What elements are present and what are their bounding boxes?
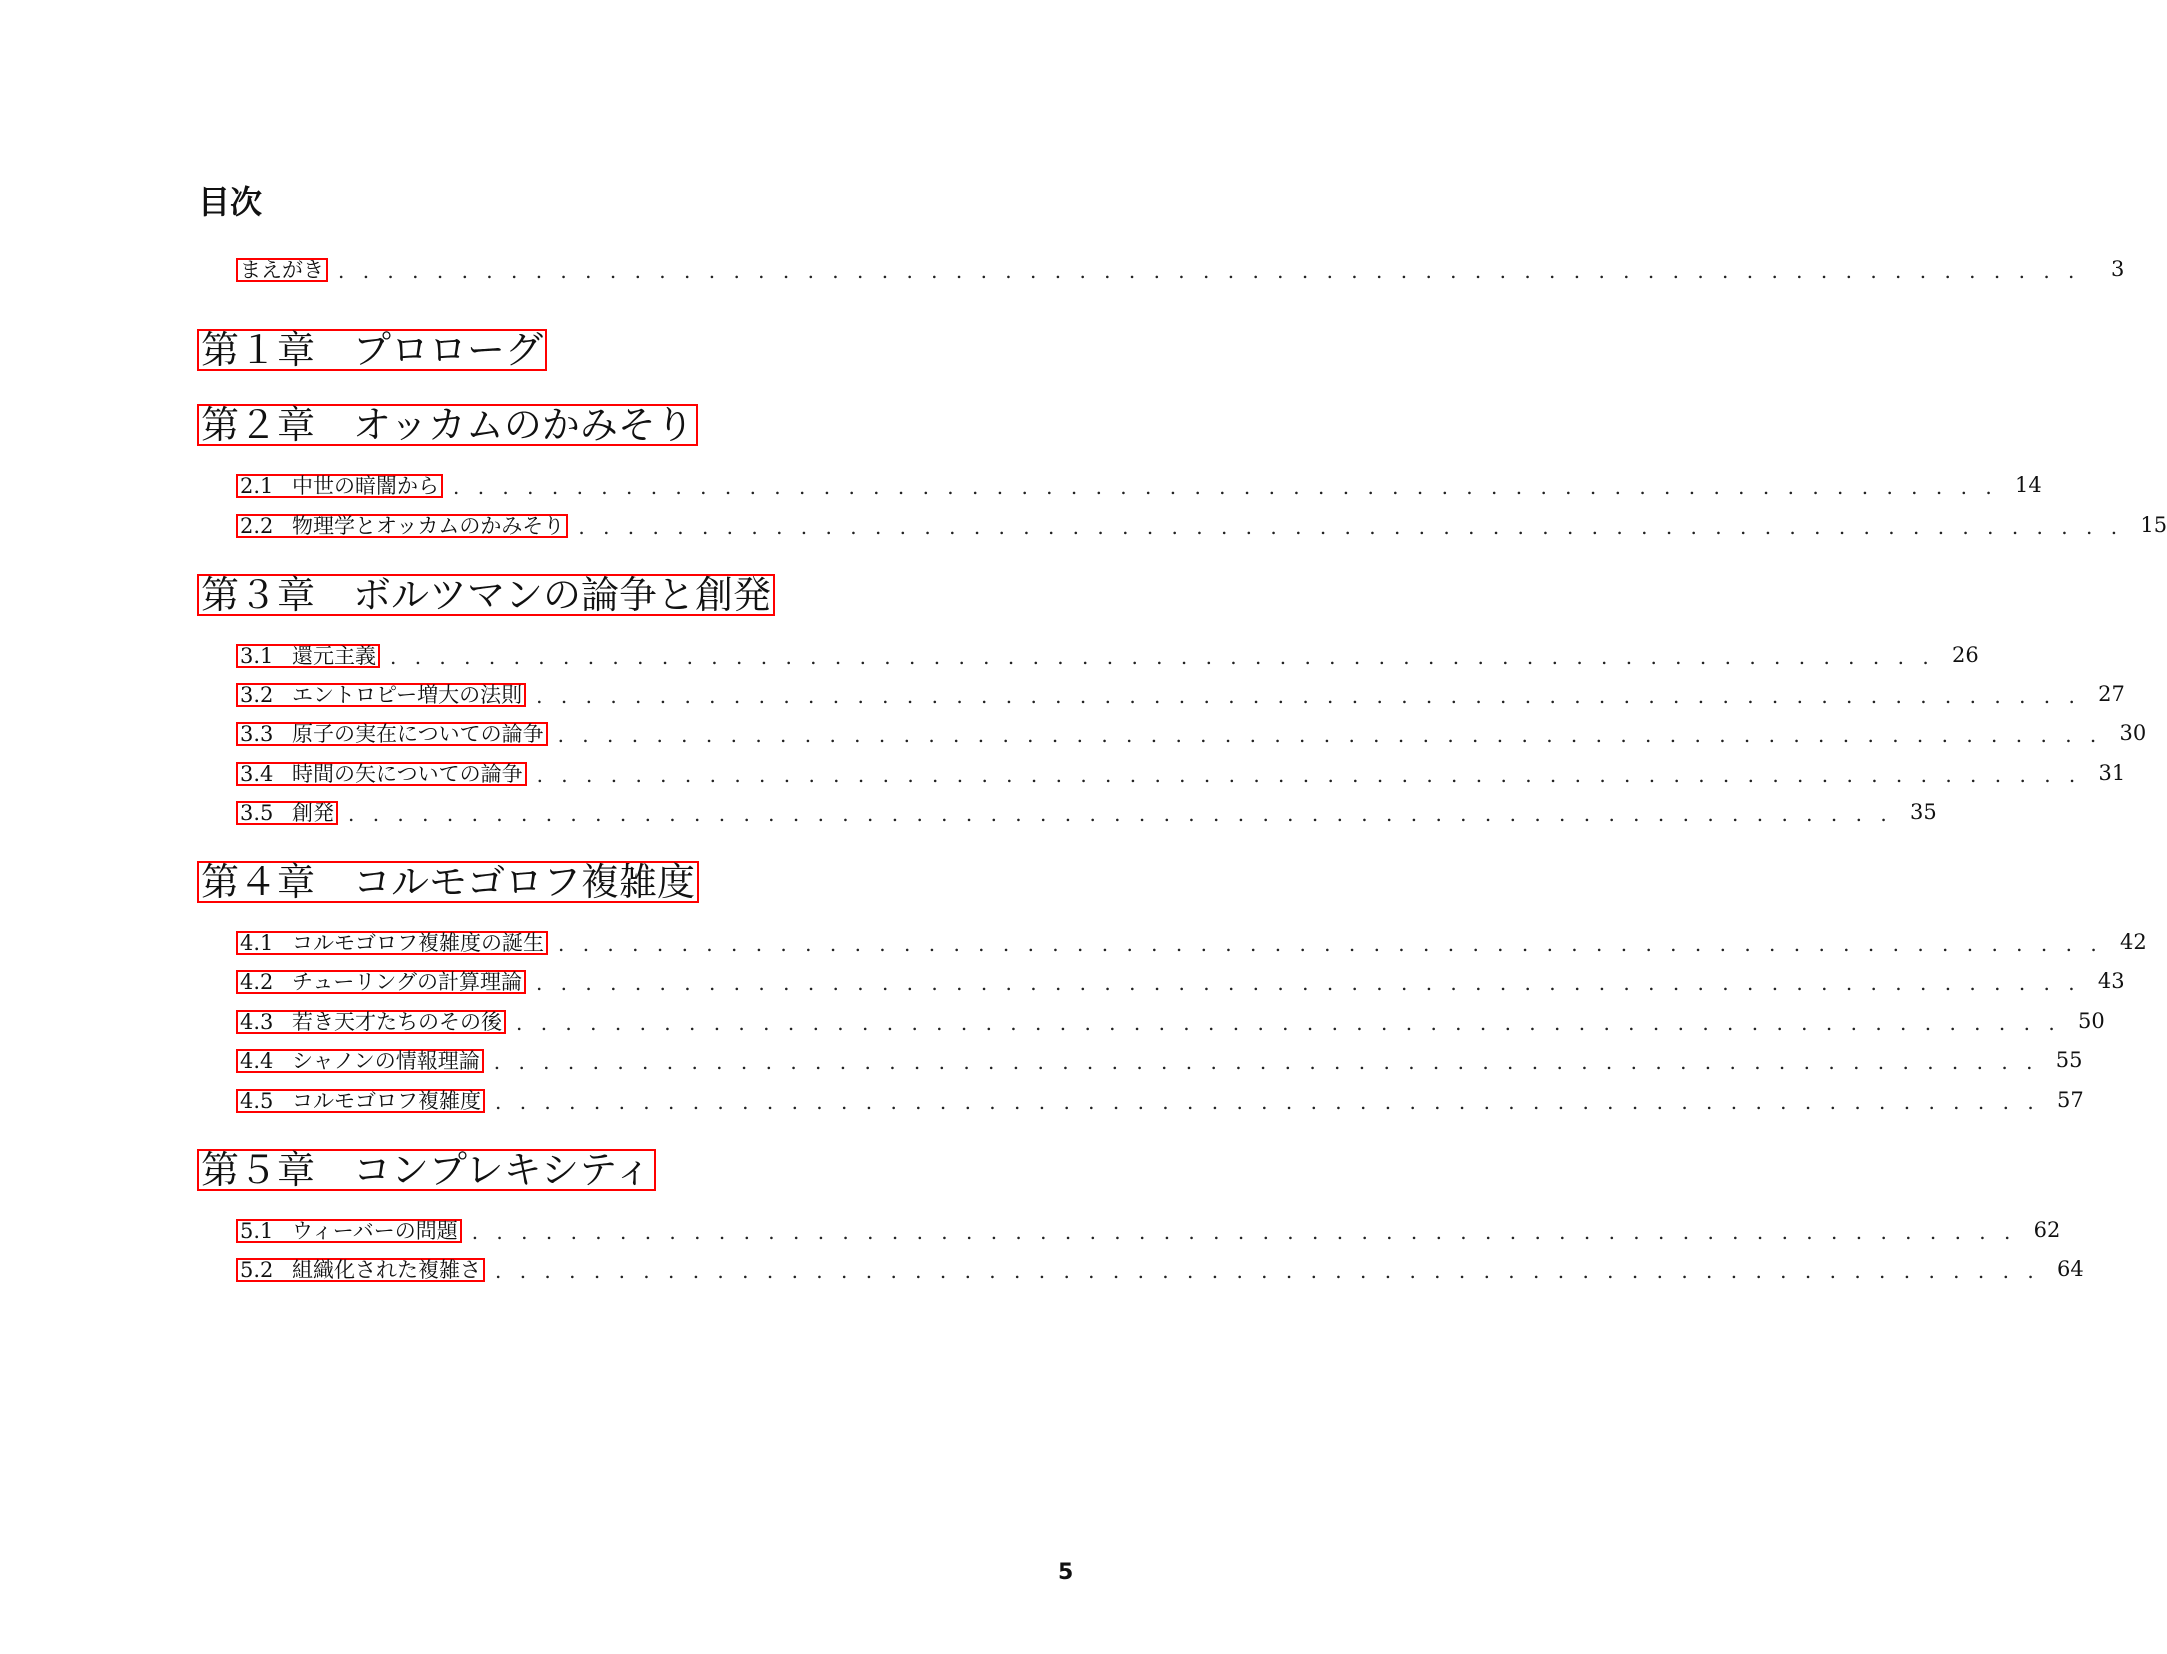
dot-leader: . . . . . . . . . . . . . . . . . . . . . . . . . . . . . . . . . . . . . . . . . . . . . . . . . . . . . . . . . . . . . . . bbox=[471, 1220, 2017, 1244]
chapter-heading[interactable]: 第２章 オッカムのかみそり bbox=[197, 404, 698, 446]
entry-label[interactable] bbox=[236, 1219, 462, 1243]
entry-label[interactable] bbox=[236, 1049, 484, 1073]
entry-label-text: 中世の暗闇から bbox=[292, 474, 439, 498]
toc-entry[interactable] bbox=[236, 1047, 2083, 1074]
entry-label[interactable] bbox=[236, 801, 338, 825]
entry-page-number: 55 bbox=[2055, 1048, 2083, 1072]
entry-page-number: 26 bbox=[1951, 643, 1979, 667]
entry-page-number: 35 bbox=[1909, 800, 1937, 824]
section-number: 2.1 bbox=[240, 474, 274, 498]
section-number: 4.5 bbox=[240, 1089, 274, 1113]
section-number: 5.2 bbox=[240, 1258, 274, 1282]
toc-entry[interactable] bbox=[236, 1256, 2084, 1283]
entry-label-text: コルモゴロフ複雑度の誕生 bbox=[292, 931, 544, 955]
entry-page-number: 62 bbox=[2033, 1218, 2061, 1242]
entry-label-text: 原子の実在についての論争 bbox=[292, 722, 544, 746]
section-number: 4.1 bbox=[240, 931, 274, 955]
entry-label-text: 物理学とオッカムのかみそり bbox=[292, 514, 565, 538]
toc-entry[interactable] bbox=[236, 799, 1937, 826]
entry-label-text: 還元主義 bbox=[292, 644, 376, 668]
entry-label-text: エントロピー増大の法則 bbox=[292, 683, 523, 707]
entry-label[interactable] bbox=[236, 1010, 506, 1034]
entry-label[interactable] bbox=[236, 1089, 485, 1113]
section-number: 5.1 bbox=[240, 1219, 274, 1243]
entry-label-text: 組織化された複雑さ bbox=[292, 1258, 481, 1282]
entry-label[interactable] bbox=[236, 1258, 485, 1282]
entry-label-text: まえがき bbox=[240, 258, 324, 282]
entry-label-text: ウィーバーの問題 bbox=[292, 1219, 458, 1243]
entry-label-text: 時間の矢についての論争 bbox=[292, 762, 523, 786]
chapter-heading[interactable]: 第３章 ボルツマンの論争と創発 bbox=[197, 574, 775, 616]
dot-leader: . . . . . . . . . . . . . . . . . . . . . . . . . . . . . . . . . . . . . . . . . . . . . . . . . . . . . . . . . . . . . . . bbox=[558, 932, 2103, 956]
entry-page-number: 50 bbox=[2077, 1009, 2105, 1033]
dot-leader: . . . . . . . . . . . . . . . . . . . . . . . . . . . . . . . . . . . . . . . . . . . . . . . . . . . . . . . . . . . . . . . bbox=[536, 684, 2081, 708]
toc-entry[interactable] bbox=[236, 1008, 2105, 1035]
dot-leader: . . . . . . . . . . . . . . . . . . . . . . . . . . . . . . . . . . . . . . . . . . . . . . . . . . . . . . . . . . . . . . . bbox=[390, 645, 1935, 669]
dot-leader: . . . . . . . . . . . . . . . . . . . . . . . . . . . . . . . . . . . . . . . . . . . . . . . . . . . . . . . . . . . . . . . bbox=[578, 515, 2124, 539]
dot-leader: . . . . . . . . . . . . . . . . . . . . . . . . . . . . . . . . . . . . . . . . . . . . . . . . . . . . . . . . . . . . . . . bbox=[453, 475, 1998, 499]
entry-label-text: シャノンの情報理論 bbox=[292, 1049, 480, 1073]
dot-leader: . . . . . . . . . . . . . . . . . . . . . . . . . . . . . . . . . . . . . . . . . . . . . . . . . . . . . . . . . . . . . . . bbox=[348, 802, 1893, 826]
dot-leader: . . . . . . . . . . . . . . . . . . . . . . . . . . . . . . . . . . . . . . . . . . . . . . . . . . . . . . . . . . . . . . . bbox=[516, 1011, 2061, 1035]
entry-page-number: 27 bbox=[2098, 682, 2125, 706]
toc-entry[interactable] bbox=[236, 1087, 2084, 1114]
toc-entry[interactable] bbox=[236, 720, 2147, 747]
entry-label[interactable] bbox=[236, 683, 526, 707]
entry-page-number: 31 bbox=[2098, 761, 2126, 785]
entry-page-number: 43 bbox=[2097, 969, 2125, 993]
entry-label-text: コルモゴロフ複雑度 bbox=[292, 1089, 481, 1113]
entry-label[interactable] bbox=[236, 644, 380, 668]
entry-label[interactable] bbox=[236, 258, 328, 282]
toc-entry[interactable] bbox=[236, 642, 1979, 669]
entry-page-number: 64 bbox=[2056, 1257, 2084, 1281]
entry-label[interactable] bbox=[236, 970, 526, 994]
toc-entry[interactable] bbox=[236, 681, 2125, 708]
dot-leader: . . . . . . . . . . . . . . . . . . . . . . . . . . . . . . . . . . . . . . . . . . . . . . . . . . . . . . . . . . . . . . . bbox=[536, 763, 2082, 787]
section-number: 3.4 bbox=[240, 762, 274, 786]
entry-label[interactable] bbox=[236, 474, 443, 498]
section-number: 3.5 bbox=[240, 801, 274, 825]
section-number: 4.4 bbox=[240, 1049, 274, 1073]
toc-entry[interactable] bbox=[236, 929, 2147, 956]
toc-title: 目次 bbox=[198, 183, 263, 221]
entry-label[interactable] bbox=[236, 931, 548, 955]
section-number: 3.3 bbox=[240, 722, 274, 746]
chapter-heading[interactable]: 第５章 コンプレキシティ bbox=[197, 1149, 656, 1191]
page-number: 5 bbox=[1058, 1560, 1074, 1585]
chapter-heading[interactable]: 第１章 プロローグ bbox=[197, 329, 547, 371]
section-number: 2.2 bbox=[240, 514, 274, 538]
dot-leader: . . . . . . . . . . . . . . . . . . . . . . . . . . . . . . . . . . . . . . . . . . . . . . . . . . . . . . . . . . . . . . . bbox=[557, 723, 2103, 747]
entry-label-text: チューリングの計算理論 bbox=[292, 970, 522, 994]
entry-page-number: 42 bbox=[2119, 930, 2147, 954]
entry-page-number: 15 bbox=[2140, 513, 2167, 537]
dot-leader: . . . . . . . . . . . . . . . . . . . . . . . . . . . . . . . . . . . . . . . . . . . . . . . . . . . . . . . . . . . . . . . bbox=[495, 1259, 2040, 1283]
section-number: 3.1 bbox=[240, 644, 274, 668]
entry-label[interactable] bbox=[236, 514, 568, 538]
dot-leader: . . . . . . . . . . . . . . . . . . . . . . . . . . . . . . . . . . . . . . . . . . . . . . . . . . . . . . . . . . . . . . . bbox=[535, 971, 2081, 995]
section-number: 4.2 bbox=[240, 970, 274, 994]
toc-entry[interactable] bbox=[236, 512, 2167, 539]
toc-entry[interactable] bbox=[236, 968, 2125, 995]
toc-entry[interactable] bbox=[236, 472, 2042, 499]
toc-entry[interactable] bbox=[236, 760, 2126, 787]
entry-label[interactable] bbox=[236, 762, 527, 786]
section-number: 4.3 bbox=[240, 1010, 274, 1034]
entry-page-number: 14 bbox=[2014, 473, 2042, 497]
entry-page-number: 3 bbox=[2111, 257, 2125, 281]
toc-entry-preface[interactable] bbox=[236, 256, 2125, 283]
toc-entry[interactable] bbox=[236, 1217, 2061, 1244]
dot-leader: . . . . . . . . . . . . . . . . . . . . . . . . . . . . . . . . . . . . . . . . . . . . . . . . . . . . . . . . . . . . . . . bbox=[495, 1090, 2040, 1114]
entry-label-text: 若き天才たちのその後 bbox=[292, 1010, 502, 1034]
entry-label[interactable] bbox=[236, 722, 548, 746]
chapter-heading[interactable]: 第４章 コルモゴロフ複雑度 bbox=[197, 861, 699, 903]
dot-leader: . . . . . . . . . . . . . . . . . . . . . . . . . . . . . . . . . . . . . . . . . . . . . . . . . . . . . . . . . . . . . . . bbox=[493, 1050, 2039, 1074]
entry-page-number: 30 bbox=[2119, 721, 2147, 745]
section-number: 3.2 bbox=[240, 683, 274, 707]
dot-leader: . . . . . . . . . . . . . . . . . . . . . . . . . . . . . . . . . . . . . . . . . . . . . . . . . . . . . . . . . . . . . . . . . . . . . . . bbox=[338, 259, 2081, 283]
entry-label-text: 創発 bbox=[292, 801, 334, 825]
entry-page-number: 57 bbox=[2056, 1088, 2084, 1112]
